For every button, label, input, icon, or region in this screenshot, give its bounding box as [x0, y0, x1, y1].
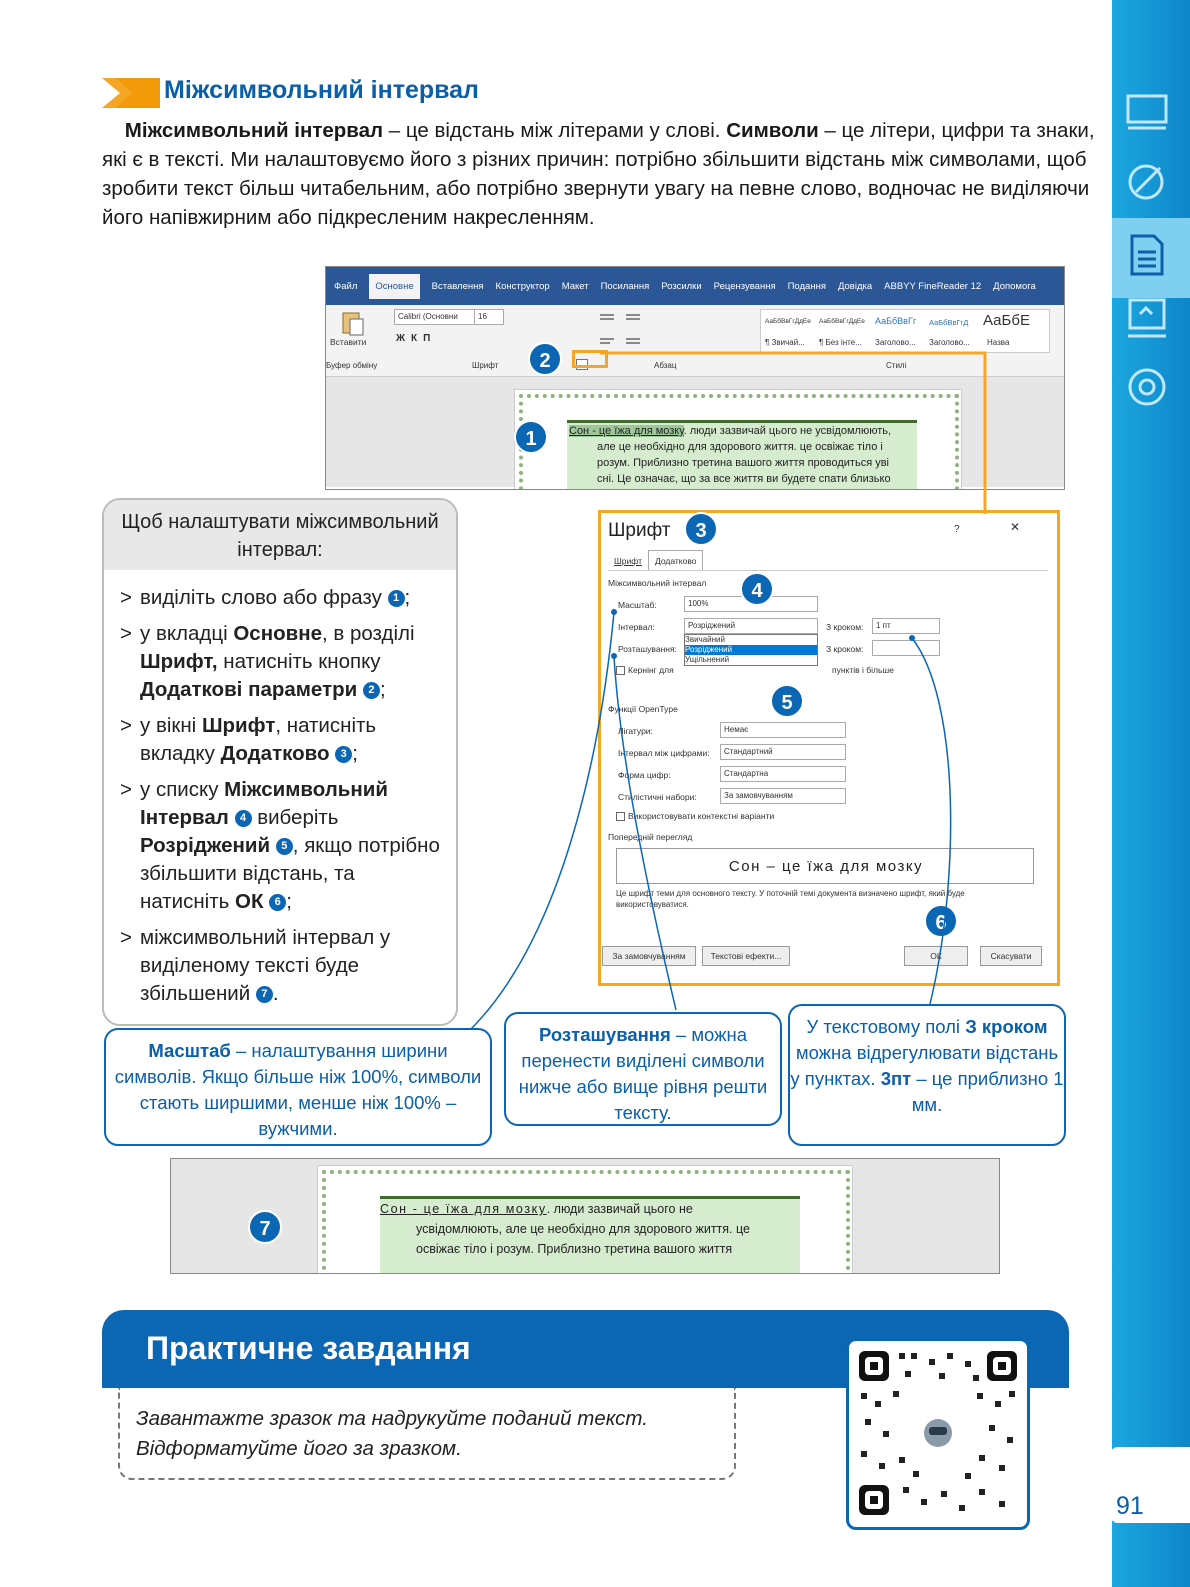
callout-text: У текстовому полі — [806, 1016, 966, 1037]
step-text: , якщо потрібно збільшити відстань, та натисніть — [140, 834, 440, 913]
callout-step — [788, 1004, 1066, 1146]
step-marker: 3 — [335, 746, 352, 763]
doc-line-3: розум. Приблизно третина вашого життя проводиться уві — [597, 457, 889, 469]
callout-text: – можна перенести виділені символи нижче або вище рівня решти тексту. — [518, 1024, 768, 1123]
instructions-list — [104, 570, 456, 1008]
preview-text: Сон – це їжа для мозку — [728, 858, 924, 875]
ribbon-tab[interactable]: Рецензування — [713, 280, 776, 292]
step-marker: 7 — [256, 986, 273, 1003]
dialog-note: Це шрифт теми для основного тексту. У поточній темі документа визначено шрифт, який буде використовуватися. — [616, 889, 965, 909]
scale-label: Масштаб: — [618, 600, 657, 610]
step-marker: 6 — [269, 894, 286, 911]
preview-label: Попередній перегляд — [608, 832, 693, 842]
step-term: Шрифт, — [140, 650, 218, 673]
ribbon-tab[interactable]: Файл — [334, 280, 358, 292]
position-label: Розташування: — [618, 644, 677, 654]
step-text: міжсимвольний інтервал у виділеному тексті буде збільшений — [140, 926, 391, 1005]
doc-line-4: сні. Це означає, що за все життя ви будете спати близько — [597, 473, 891, 485]
tab-advanced[interactable]: Додатково — [648, 550, 703, 571]
group-font: Шрифт — [472, 361, 499, 370]
step-text: виділіть слово або фразу — [140, 586, 382, 609]
step-term: ОК — [235, 890, 264, 913]
style-item[interactable]: ¶ Без інте... — [819, 338, 862, 347]
group-paragraph: Абзац — [654, 361, 677, 370]
kerning-label: Кернінг для — [628, 665, 674, 675]
dropdown-option[interactable]: Ущільнений — [685, 655, 730, 664]
ribbon-tab[interactable]: Подання — [787, 280, 826, 292]
spacing-label: Інтервал: — [618, 622, 655, 632]
callout-text: – це приблизно 1 мм. — [911, 1068, 1064, 1115]
spacing-select[interactable]: Розріджений — [684, 618, 818, 634]
ribbon-tab[interactable]: Вставлення — [431, 280, 484, 292]
list-item: > у вкладці Основне, в розділі Шрифт, натисніть кнопку Додаткові параметри 2 ; — [120, 620, 442, 704]
opentype-label: Функції OpenType — [608, 704, 678, 714]
ribbon-tab[interactable]: Посилання — [600, 280, 650, 292]
step-marker: 1 — [388, 590, 405, 607]
callout-text: можна відрегулювати відстань у пунктах. — [790, 1042, 1059, 1089]
style-sample: АаБбВвГгДдЕе — [765, 318, 811, 325]
style-item[interactable]: ¶ Звичай... — [765, 338, 805, 347]
step-term: Міжсимвольний Інтервал — [140, 778, 388, 829]
step-text: у списку — [140, 778, 225, 801]
callout-term: 3пт — [880, 1068, 912, 1089]
kerning-tail: пунктів і більше — [832, 665, 894, 675]
font-name-field[interactable]: Calibri (Основни — [394, 309, 478, 325]
step-marker: 4 — [235, 810, 252, 827]
intro-def-2: – це літери, цифри та знаки, які є в тексті. Ми налаштовуємо його з різних причин: потрібно збільшити відстань між символами, щоб зробити текст більш читабельним, або потрібно звернути увагу на певне слово, водночас не виділяючи його напівжирним або підкресленим накресленням. — [102, 119, 1095, 229]
ribbon-tab[interactable]: Розсилки — [661, 280, 702, 292]
result-screenshot — [170, 1158, 1000, 1274]
by-field[interactable]: 1 пт — [872, 618, 940, 634]
step-term: Додаткові параметри — [140, 678, 358, 701]
practice-title: Практичне завдання — [146, 1330, 471, 1366]
dialog-title: Шрифт — [608, 520, 671, 541]
style-item[interactable]: Назва — [987, 338, 1010, 347]
list-item: > виділіть слово або фразу 1 ; — [120, 584, 442, 612]
marker-5: 5 — [770, 684, 804, 718]
step-text: виберіть — [251, 806, 339, 829]
step-text: , натисніть вкладку — [140, 714, 377, 765]
doc-line-3: освіжає тіло і розум. Приблизно третина вашого життя — [416, 1242, 733, 1256]
marker-3: 3 — [684, 512, 718, 546]
close-icon[interactable]: ✕ — [1010, 520, 1021, 534]
instructions-heading: Щоб налаштувати міжсимвольний інтервал: — [104, 500, 456, 570]
doc-text: . люди зазвичай цього не усвідомлюють, — [683, 425, 892, 437]
ribbon-tab[interactable]: Конструктор — [495, 280, 550, 292]
doc-line-1 — [380, 1202, 693, 1218]
callout-term: Масштаб — [148, 1040, 231, 1061]
default-button[interactable]: За замовчуванням — [602, 946, 696, 966]
text-effects-button[interactable]: Текстові ефекти... — [702, 946, 790, 966]
list-item: > міжсимвольний інтервал у виділеному тексті буде збільшений 7 . — [120, 924, 442, 1008]
qr-code[interactable] — [846, 1338, 1030, 1530]
step-marker: 5 — [276, 838, 293, 855]
numspacing-select[interactable]: Стандартний — [720, 744, 846, 760]
marker-6: 6 — [924, 904, 958, 938]
marker-2: 2 — [528, 342, 562, 376]
marker-4: 4 — [740, 572, 774, 606]
by-label: З кроком: — [826, 622, 864, 632]
document-page — [317, 1165, 853, 1274]
step-text: натисніть кнопку — [217, 650, 381, 673]
numforms-select[interactable]: Стандартна — [720, 766, 846, 782]
dropdown-option-selected[interactable]: Розріджений — [685, 645, 817, 655]
task-text: Завантажте зразок та надрукуйте поданий текст. Відформатуйте його за зразком. — [136, 1407, 648, 1460]
expanded-phrase: Сон - це їжа для мозку — [380, 1202, 547, 1216]
ribbon-tab-help[interactable]: Допомога — [993, 280, 1036, 292]
list-item: > у вікні Шрифт, натисніть вкладку Додатково 3 ; — [120, 712, 442, 768]
qr-code-icon — [849, 1341, 1027, 1527]
spacing-group-label: Міжсимвольний інтервал — [608, 578, 707, 588]
intro-def-1: – це відстань між літерами у слові. — [383, 119, 727, 142]
contextual-label: Використовувати контекстні варіанти — [628, 811, 775, 821]
dropdown-option[interactable]: Звичайний — [685, 635, 725, 644]
ligatures-label: Лігатури: — [618, 726, 653, 736]
stylistic-label: Стилістичні набори: — [618, 792, 697, 802]
marker-1: 1 — [514, 420, 548, 454]
step-text: у вкладці — [140, 622, 234, 645]
numspacing-label: Інтервал між цифрами: — [618, 748, 710, 758]
stylistic-select[interactable]: За замовчуванням — [720, 788, 846, 804]
callout-scale — [104, 1028, 492, 1146]
ribbon-tab[interactable]: ABBYY FineReader 12 — [884, 280, 982, 292]
selected-phrase[interactable]: Сон - це їжа для мозку — [569, 425, 684, 437]
step-term: Додатково — [220, 742, 330, 765]
style-sample: АаБбВвГг — [875, 316, 917, 326]
page-number: 91 — [1116, 1492, 1144, 1520]
step-marker: 2 — [363, 682, 380, 699]
doc-line-2: усвідомлюють, але це необхідно для здорового життя. це — [416, 1222, 750, 1236]
style-sample: АаБбЕ — [983, 312, 1030, 329]
intro-term-1: Міжсимвольний інтервал — [124, 119, 384, 142]
step-term: Шрифт — [201, 714, 276, 737]
doc-line-2: але це необхідно для здорового життя. це освіжає тіло і — [597, 441, 883, 453]
callout-text: – налаштування ширини символів. Якщо більше ніж 100%, символи стають ширшими, менше ніж 100% – вужчими. — [114, 1040, 482, 1139]
help-icon[interactable]: ? — [954, 524, 960, 535]
group-styles: Стилі — [886, 361, 907, 370]
step-text: , в розділі — [322, 622, 415, 645]
callout-term: Розташування — [539, 1024, 671, 1045]
step-text: у вікні — [140, 714, 202, 737]
cancel-button[interactable]: Скасувати — [980, 946, 1042, 966]
ok-button[interactable]: ОК — [904, 946, 968, 966]
scale-select[interactable]: 100% — [684, 596, 818, 612]
font-size-field[interactable]: 16 — [474, 309, 504, 325]
ribbon-tab[interactable]: Довідка — [837, 280, 873, 292]
ligatures-select[interactable]: Немає — [720, 722, 846, 738]
list-item: > у списку Міжсимвольний Інтервал 4 виберіть Розріджений 5 , якщо потрібно збільшити відстань, та натисніть ОК 6 ; — [120, 776, 442, 916]
step-term: Розріджений — [140, 834, 271, 857]
doc-text: . люди зазвичай цього не — [546, 1202, 693, 1216]
intro-term-2: Символи — [726, 119, 819, 142]
callout-position — [504, 1012, 782, 1126]
group-clipboard: Буфер обміну — [326, 361, 378, 370]
numforms-label: Форма цифр: — [618, 770, 671, 780]
style-sample: АаБбВвГгД — [929, 318, 969, 327]
section-title: Міжсимвольний інтервал — [164, 76, 479, 104]
step-term: Основне — [233, 622, 322, 645]
style-sample: АаБбВвГгДдЕе — [819, 318, 865, 325]
instructions-box — [102, 498, 458, 1026]
by-label-2: З кроком: — [826, 644, 864, 654]
style-item[interactable]: Заголово... — [875, 338, 916, 347]
format-buttons-icon[interactable]: ЖКП — [396, 333, 437, 344]
style-item[interactable]: Заголово... — [929, 338, 970, 347]
paste-button[interactable]: Вставити — [330, 337, 367, 347]
ribbon-tab-active[interactable]: Основне — [369, 274, 419, 299]
tab-font[interactable]: Шрифт — [614, 556, 642, 566]
marker-7: 7 — [248, 1210, 282, 1244]
ribbon-tab[interactable]: Макет — [561, 280, 589, 292]
callout-term: З кроком — [965, 1016, 1048, 1037]
